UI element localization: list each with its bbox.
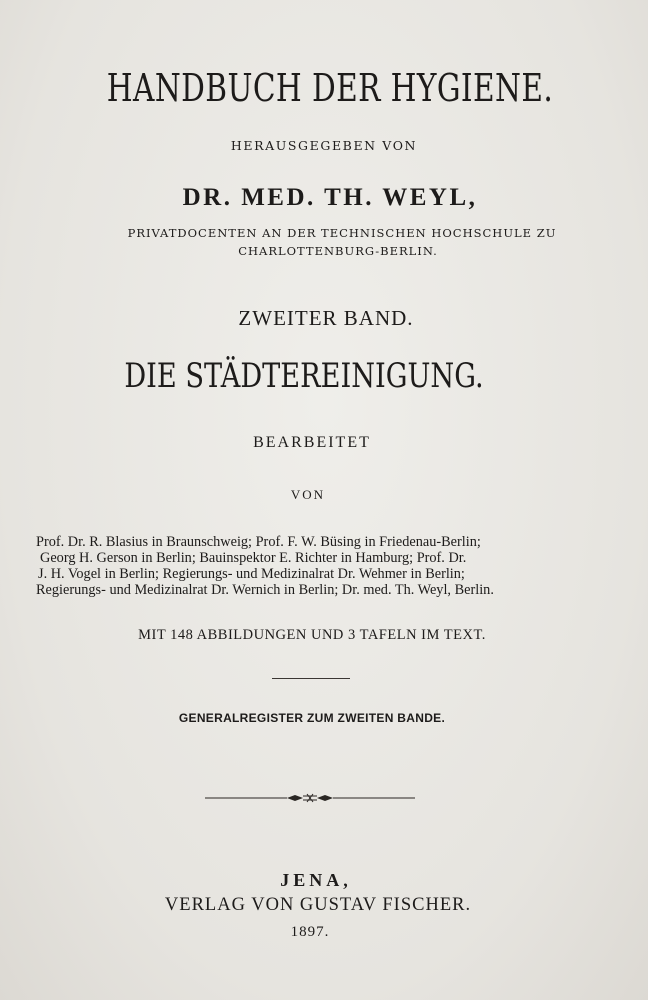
- editor-affiliation-line-1: PRIVATDOCENTEN AN DER TECHNISCHEN HOCHSCHULE ZU: [127, 226, 557, 240]
- by-label: VON: [290, 487, 326, 502]
- publication-year: 1897.: [290, 924, 330, 940]
- contributors-line-1: Prof. Dr. R. Blasius in Braunschweig; Prof. F. W. Büsing in Friedenau-Berlin;: [36, 534, 481, 550]
- general-index-note: GENERALREGISTER ZUM ZWEITEN BANDE.: [178, 711, 446, 725]
- editor-name: DR. MED. TH. WEYL,: [182, 184, 478, 211]
- editor-intro: HERAUSGEGEBEN VON: [230, 138, 418, 153]
- publication-place: JENA,: [280, 870, 352, 890]
- volume-subtitle: DIE STÄDTEREINIGUNG.: [124, 356, 484, 396]
- decorative-rule-ornament-icon: [205, 792, 415, 804]
- book-title: HANDBUCH DER HYGIENE.: [106, 66, 554, 110]
- divider-rule: [272, 678, 350, 679]
- contributors-line-3: J. H. Vogel in Berlin; Regierungs- und Medizinalrat Dr. Wehmer in Berlin;: [38, 566, 465, 582]
- editor-affiliation-line-2: CHARLOTTENBURG-BERLIN.: [238, 244, 438, 258]
- volume-label: ZWEITER BAND.: [238, 306, 414, 330]
- edited-label: BEARBEITET: [253, 434, 371, 451]
- contributors-line-2: Georg H. Gerson in Berlin; Bauinspektor E. Richter in Hamburg; Prof. Dr.: [40, 550, 467, 566]
- publisher-name: VERLAG VON GUSTAV FISCHER.: [164, 895, 472, 915]
- illustrations-note: MIT 148 ABBILDUNGEN UND 3 TAFELN IM TEXT.: [138, 627, 486, 643]
- contributors-line-4: Regierungs- und Medizinalrat Dr. Wernich in Berlin; Dr. med. Th. Weyl, Berlin.: [36, 582, 494, 598]
